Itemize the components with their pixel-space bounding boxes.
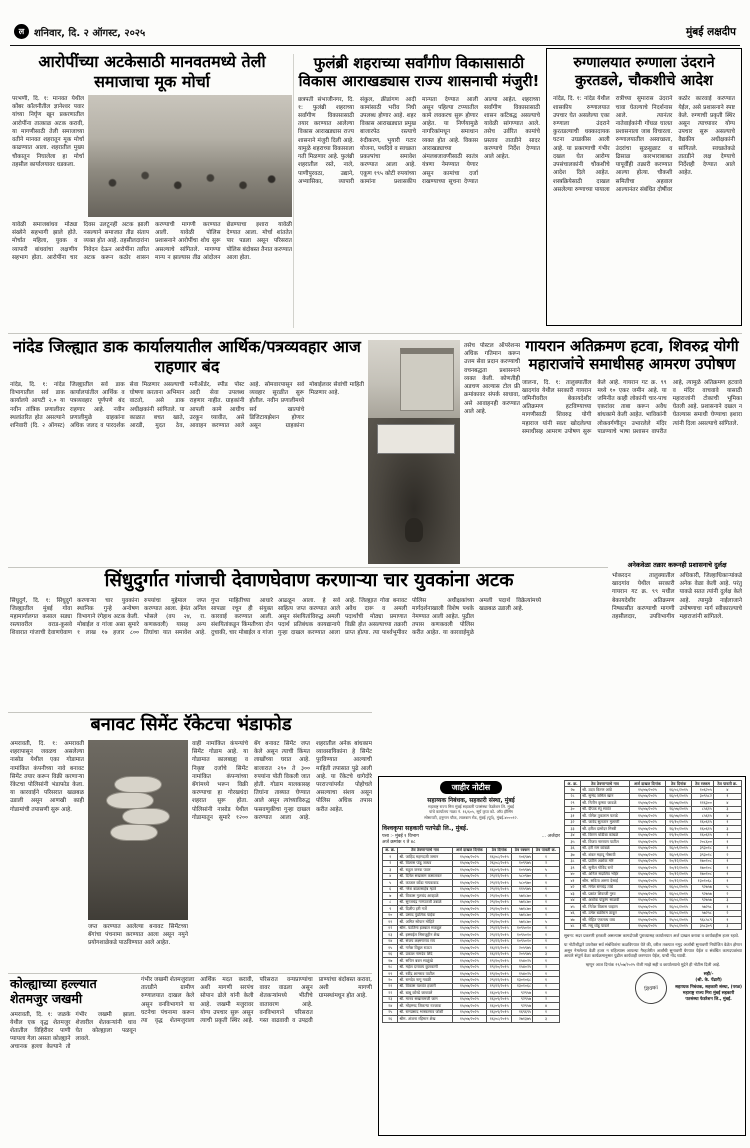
article-body: जालना, दि. १: तालुक्यातील खादगांव येथील सरकारी गायरान जमिनीवरील बेकायदेशीर अतिक्रमण हटविण्याच्या मागणीसाठी शिवरुद्र योगी महाराज यांनी स्वतः खोदलेल्या समाधीसह आमरण उपोषण सुरू केले आहे. गायरान गट क्र. ९९ मध्ये १० एकर जमीन आहे. या जमिनीत काही लोकांनी चार-पाच एकरांवर ताबा करून अवैध बांधकामे केली आहेत. भाविकांनी लोकवर्गणीतून उभारलेले मंदिर पाडण्याचे भाषा प्रशासन वापरीत आहे, त्यामुळे अतिक्रमण हटवावे व मंदिर वाचवावे यासाठी महाराजांनी टोकाची भूमिका घेतली आहे. प्रशासनाने दखल न घेतल्यास समाधी घेण्याचा इशारा त्यांनी दिला असल्याचे सांगितले.	[522, 379, 742, 435]
article-body: वाही नामांकित कंपन्यांचे सिमेंट गोडाम आहे. या गोडामात कालबाह्य व निकृष्ट दर्जाचे सिमेंट नामांकित कंपन्यांच्या बॅगांमध्ये भरून विक्री करण्याचा हा गोरखधंदा शहरात सुरू होता. पोलिसांनी नासोड येथील गोडामातून सुमारे १२०० बॅग बनावट सिमेंट जप्त केले असून त्याची किंमत लाखोंच्या घरात आहे. बाजारात २९० ते ३०० रुपयांना पोती विकली जात होती. गोडाम मालकासह तिघांना ताब्यात घेण्यात आले असून त्यांच्याविरुद्ध फसवणुकीचा गुन्हा दाखल करण्यात आला आहे. शहरातील अनेक बांधकाम व्यावसायिकांना हे सिमेंट पुरविण्यात आल्याची माहिती तपासात पुढे आली आहे. या रॅकेटचे धागेदोरे परराज्यांपर्यंत पोहोचले असल्याचा संशय असून पोलिस अधिक तपास करीत आहेत.	[192, 740, 372, 821]
table-row: ४७ श्री. रोहित एकनाथ वाघ १५/०७/२०२५ २५/०८/२०१५ ९६८५८९ १	[565, 917, 742, 923]
table-row: ६ श्री. नरेश बाळासाहेब म्हात्रे १५/०७/२०२५ २९/११/२०१५ ११५९७५ १	[383, 886, 560, 892]
table-row: ४० श्री. अनिल सदाशिव भोईर १५/०७/२०२५ २०/१२/२०१५ १७०१०८ १	[565, 871, 742, 877]
col-application-date: अर्ज दाखल दिनांक	[452, 847, 486, 853]
morcha-crowd-photo	[88, 95, 292, 217]
article-kolha	[10, 976, 372, 1142]
table-row: ३० श्री. दीपक रघू सावंत १५/०७/२०२५ २६/०७/२०१५ ८५६१५ ३	[565, 806, 742, 812]
table-row: ११ श्री. अमित सोपान मोहिते १५/०७/२०२५ २९/१०/२०१५ ५७१८७० ५	[383, 919, 560, 925]
signature-line: (श्री. के. पेंढारी)	[695, 978, 722, 984]
masthead-rule	[10, 45, 740, 46]
separator	[8, 973, 372, 974]
table-row: ३ श्री. राहुल जनक पवार १५/०७/२०२५ १६/०९/२०१५ १०५९७५ ५	[383, 867, 560, 873]
table-row: २८ श्री. सुभेद जमिल खान १५/०७/२०२५ १६/०९/२०१५ ३०९५८२ १	[565, 793, 742, 799]
table-row: २२ श्री. बाबू कोरडे जाधवले १५/०७/२०२५ १६/०९/२०१५ ९२९५७ १	[383, 990, 560, 996]
table-row: २४ श्री. मोहम्मद जिकऱ्या रज्जाक १५/०७/२०२५ १६/०९/२०१५ ९२९५७ ४	[383, 1003, 560, 1009]
signature-line: सही/-	[703, 972, 714, 978]
table-row: ४१ श्रीम. सविता अरुण देसाई १५/०७/२०२५ १०/१२/२०१५ १३०१०६८ १	[565, 878, 742, 884]
col-name: ठेव ठेवणाऱ्याचे नाव	[581, 781, 630, 787]
cement-bag	[110, 824, 158, 841]
article-body: नांदेड, दि. १: नांदेड विभागातील सर्व डाक कार्यालये आयटी २.० या नवीन तांत्रिक प्रणालीवर स्थलांतरित होत असल्याने शनिवारी (दि. २ ऑगस्ट) जिल्ह्यातील सर्व डाक कार्यालयांतील आर्थिक व पत्रव्यवहार पूर्णपणे बंद राहणार आहे. नवीन प्रणालीमुळे ग्राहकांना अधिक जलद व पारदर्शक सेवा मिळणार असल्याची घोषणा करताना अभिमान वाटतो, असे डाक अधीक्षकांनी सांगितले. या काळात बचत खाते, आरडी, मुदत ठेव, मनीऑर्डर, स्पीड पोस्ट आदी सेवा उपलब्ध राहणार नाहीत. ग्राहकांनी आपली कामे आधीच उरकून घ्यावीत, असे आवाहन करण्यात आले आहे. सोमवारपासून सर्व व्यवहार सुरळीत सुरू होतील. नवीन प्रणालीमध्ये सर्व खात्यांचे डिजिटायझेशन होणार असून ग्राहकांना मोबाईलवर सेवांची माहिती मिळणार आहे.	[10, 382, 364, 430]
article-phulambri	[298, 54, 540, 308]
table-row: २६ श्रीम. अंजना रहिमान शेख १५/०७/२०२५ १६/०८/२०१५ २७१३७५ ३	[383, 1016, 560, 1022]
article-headline: आरोपींच्या अटकेसाठी मानवतमध्ये तेली समाजाचा मूक मोर्चा	[38, 52, 266, 91]
article-body: गंभीर जखमी शेतमजुराला तातडीने ग्रामीण रुग्णालयात दाखल केले असून वनविभागाने या घटनेचा पंचनामा करून त्या वृद्ध शेतमजुराला आर्थिक मदत करावी, अशी मागणी सरपंच सोपान ढोले यांनी केली आहे. जखमी मजुरावर योग्य उपचार सुरू असून त्याची प्रकृती स्थिर आहे. परिसरात वन्यप्राण्यांचा वावर वाढला असून शेतकऱ्यांमध्ये भीतीचे वातावरण आहे. वनविभागाने परिसरात गस्त वाढवावी व उपद्रवी प्राण्यांचा बंदोबस्त करावा, अशी मागणी ग्रामस्थांमधून होत आहे.	[141, 977, 372, 1025]
notice-case-number: अर्ज क्रमांक १ ते ४८	[382, 839, 416, 845]
public-notice	[378, 776, 746, 1136]
table-row: १७ श्री. सचिन बबन साळुंखे १५/०७/२०२५ १९/१०/२०१५ १५४०२५ १	[383, 958, 560, 964]
seated-figure	[405, 518, 423, 542]
table-row: १५ श्री. गणेश विठ्ठल राऊत १५/०७/२०२५ १६/१२/२०१५ २०५९७५ १	[383, 945, 560, 951]
notice-case-right: ... अर्जदार	[541, 833, 560, 839]
table-row: ४४ श्री. अशोक पांडुरंग साळवी १५/०७/२०२५ १६/०८/२०१५ ९२७५७ ३	[565, 897, 742, 903]
table-row: ७ श्री. विकास गुलचंद आव्हाळे १५/०७/२०२५ २९/१०/२०१५ ५७१८७० १	[383, 893, 560, 899]
table-row: २७ श्री. उदय किरण आंग्रे १५/०७/२०२५ १६/०८/२०१५ १०६२०५ ४	[565, 787, 742, 793]
column-rule	[293, 54, 294, 328]
table-row: ८ श्री. सुरजचंद्र गणपतजी उबाळे १५/०७/२०२५ २९/१०/२०१५ ५७१८७० १	[383, 899, 560, 905]
article-subhead: अनेकवेळा तक्रार करूनही प्रशासनाचे दुर्लक्ष	[627, 561, 727, 569]
table-row: १० श्री. प्रसाद पुंडलिक पाईक १५/०७/२०२५ २९/१०/२०१५ ५७१८७० १	[383, 912, 560, 918]
notice-table-left	[382, 847, 560, 1023]
article-body: छत्रपती संभाजीनगर, दि. १: फुलंब्री शहराच्या सर्वांगीण विकासासाठी तयार करण्यात आलेल्या विकास आराखड्यास राज्य शासनाने मंजुरी दिली आहे. यामुळे शहराच्या विकासाला गती मिळणार आहे. फुलंब्री शहरातील रस्ते, नाले, पाणीपुरवठा, उद्याने, अभ्यासिका, व्यापारी संकुल, क्रीडांगण आदी कामांसाठी भरीव निधी उपलब्ध होणार आहे. शहर विकास आराखड्यात प्रमुख बाजारपेठ रस्त्याचे रुंदीकरण, भुयारी गटार योजना, पथदिवे व स्वच्छता प्रकल्पांचा समावेश करण्यात आला आहे. एकूण १९५ कोटी रुपयांच्या कामांना प्रशासकीय मान्यता देण्यात आली असून पहिल्या टप्प्यातील कामे लवकरच सुरू होणार आहेत. या निर्णयामुळे नागरिकांमधून समाधान व्यक्त होत आहे. विकास आराखड्याच्या अंमलबजावणीसाठी स्वतंत्र यंत्रणा नेमण्यात येणार असून कामांचा दर्जा राखण्याच्या सूचना देण्यात आल्या आहेत. शहराच्या सर्वांगीण विकासासाठी शासन कटिबद्ध असल्याचे यावेळी सांगण्यात आले. तसेच उर्वरित कामांचे प्रस्ताव तातडीने सादर करण्याचे निर्देश देण्यात आले आहेत.	[298, 96, 540, 185]
article-body: यावेळी समाजबांधव मोठ्या संख्येने सहभागी झाले होते. मोर्चात महिला, युवक व व्यापारी बांधवांचा लक्षणीय सहभाग होता. आरोपींना चार दिवस उलटूनही अटक झाली नसल्याने समाजात तीव्र संताप व्यक्त होत आहे. तहसीलदारांना निवेदन देऊन आरोपींना त्वरित अटक करून कठोर शासन करण्याची मागणी करण्यात आली. यावेळी पोलिस प्रशासनाने आरोपींचा शोध सुरू असल्याचे सांगितले. मागण्या मान्य न झाल्यास तीव्र आंदोलन छेडण्याचा इशारा यावेळी देण्यात आला. मोर्चा शांततेत पार पडला असून परिसरात पोलिस बंदोबस्त तैनात करण्यात आला होता.	[12, 222, 292, 261]
cement-bag	[122, 808, 170, 825]
notice-note-2: या नोटीशीद्वारे उपरोक्त सर्व संबंधितांना कळविण्यात येते की, वरील तक्त्यात नमूद अर्जांची सुनावणी नियोजित वेळेत होणार असून नेमलेल्या वेळी हजर न राहिल्यास आपल्या गैरहजेरीत अर्जांची सुनावणी घेण्यात येईल व संबंधित कागदपत्रांच्या आधारे संपूर्ण वेळा कार्यक्रमानुसार पुढील कार्यवाही करण्यात येईल, याची नोंद घ्यावी.	[564, 941, 742, 959]
signature-line: सहाय्यक निबंधक, सहकारी संस्था, (परळ)	[675, 984, 742, 990]
table-row: ४८ श्री. मधू धोंडू पावले १५/०७/२०२५ २५/०८/२०१५ ३५८३०९ ३	[565, 923, 742, 929]
table-row: १८ श्री. महेश दत्तात्रय कुलकर्णी १५/०७/२०२५ १९/१०/२०१५ १५४०२५ २	[383, 964, 560, 970]
notice-society: विश्वकृपा सहकारी पतपेढी लि., मुंबई.	[382, 824, 469, 832]
article-headline: सिंधुदुर्गात गांजाची देवाणघेवाण करणाऱ्या चार युवकांना अटक	[104, 570, 514, 591]
table-row: १ श्री. जाहिद महमदजी जमान १५/०७/२०२५ १६/०८/२०१५ १०६९७५ १	[383, 854, 560, 860]
table-row: ४ श्री. दिनेश सखाराम कसालकर १५/०७/२०२५ २९/१२/२०१५ ५८०९७० १	[383, 873, 560, 879]
table-row: ३८ श्री. प्रवीण अशोक मोरे १५/०७/२०२५ २०/१२/२०१५ १७०१०८ १	[565, 858, 742, 864]
table-row: १९ श्री. रवींद्र शामराव पाटील १५/०७/२०२५ १९/१०/२०१५ १५४०२५ १	[383, 971, 560, 977]
pit-photo-part	[368, 418, 460, 564]
col-amount: ठेव रक्कम	[692, 781, 714, 787]
table-row: २० श्री. रामदेव नागू गवळी १५/०७/२०२५ २९/१२/२०१५ १३०१०६८ १	[383, 977, 560, 983]
notice-table-right	[564, 780, 742, 930]
table-row: ३९ श्री. सुनील गोविंद राणे १५/०७/२०२५ २०/१२/२०१५ १७०१०८ १	[565, 865, 742, 871]
table-row: १४ श्री. संजय लक्ष्मणराव राय १५/०७/२०२५ २९/१२/२०१५ १०९५०१० १	[383, 938, 560, 944]
table-row: ३६ श्री. हरी राम कांबळे १५/०७/२०२५ २६/०९/२०१५ ३९३०१८ १	[565, 845, 742, 851]
article-headline: कोल्ह्याच्या हल्ल्यात शेतमजुर जखमी	[10, 976, 97, 1007]
table-row: ३३ श्री. हरीश दामोदर मिस्त्री १५/०७/२०२५ २६/१०/२०१५ १६०६१५ ३	[565, 826, 742, 832]
article-cement	[10, 714, 372, 970]
table-row: १६ श्री. प्रकाश नामदेव शिंदे १५/०७/२०२५ १६/१२/२०१५ २०५९७५ ३	[383, 951, 560, 957]
masthead	[14, 24, 736, 39]
signature-line: महाराष्ट्र राज्य मिरा मुंबई सहकारी	[682, 990, 735, 996]
col-serial: अ. क्र.	[383, 847, 398, 853]
col-amount: ठेव रक्कम	[512, 847, 533, 853]
article-postal-continued: तसेच पोस्टल ऑपरेशन्स अधिक गतिमान करून उत्तम सेवा प्रदान करण्याची वचनबद्धता प्रशासनाने व्यक्त केली. कोणतीही अडचण आल्यास टोल फ्री क्रमांकावर संपर्क साधावा, असे आवाहनही करण्यात आले आहे.	[464, 343, 520, 415]
notice-date-line: म्हणून आज दिनांक २९/०७/२०२५ रोजी माझे सही व कार्यालयाचे मुद्रेने ही नोटीस दिली आहे.	[585, 962, 721, 968]
article-headline: बनावट सिमेंट रॅकेटचा भंडाफोड	[90, 714, 292, 735]
table-row: २५ श्री. रामप्रसाद भास्करराव जोशी १५/०७/२०२५ १६/०९/२०१५ १६९६९५ १	[383, 1009, 560, 1015]
table-row: ४२ श्री. मंगेश रामचंद्र तांबे १५/०७/२०२५ १६/०८/२०१५ ९२७५७ ५	[565, 884, 742, 890]
newspaper-logo-icon: ल	[14, 24, 29, 39]
notice-address-line: महाराष्ट्र राज्य मिरा मुंबई सहकारी पतसंस्था फेडरेशन लि. मुंबई	[428, 804, 514, 809]
article-body: नांदेड, दि. १: नांदेड येथील शासकीय रुग्णालयात उपचार घेत असलेल्या एका रुग्णाला उंदराने कुरतडल्याची धक्कादायक घटना उघडकीस आली आहे. या प्रकरणाची गंभीर दखल घेत आरोग्य उपसंचालकांनी चौकशीचे आदेश दिले आहेत. शस्त्रक्रियेसाठी दाखल असलेल्या रुग्णाच्या पायाला रात्रीच्या सुमारास उंदराने चावा घेतल्याचे निदर्शनास आले. त्यानंतर नातेवाईकांनी गोंधळ घालत प्रशासनाला जाब विचारला. रुग्णालयातील अस्वच्छता, उंदरांचा सुळसुळाट व ढिसाळ कारभाराबाबत यापूर्वीही तक्रारी करण्यात आल्या होत्या. चौकशी समितीचा अहवाल आल्यानंतर संबंधित दोषींवर कठोर कारवाई करण्यात येईल, असे प्रशासनाने स्पष्ट केले. रुग्णाची प्रकृती स्थिर असून त्याच्यावर योग्य उपचार सुरू असल्याचे वैद्यकीय अधीक्षकांनी सांगितले. स्वच्छतेकडे तातडीने लक्ष देण्याचे निर्देशही देण्यात आले आहेत.	[553, 96, 735, 193]
col-name: ठेव ठेवणाऱ्याचे नाव	[398, 847, 452, 853]
cement-bag	[106, 792, 154, 809]
stamp-circle: शिक्का	[633, 970, 669, 1006]
article-headline: नांदेड जिल्ह्यात डाक कार्यालयातील आर्थिक/पत्रव्यवहार आज राहणार बंद	[13, 337, 361, 376]
table-row: ४५ श्री. नितेश विलास चव्हाण १५/०७/२०२५ २६/०८/२०१५ ५७२५८ १	[565, 904, 742, 910]
table-row: ९ श्री. दिलीप हरी गर्जे १५/०७/२०२५ २९/१०/२०१५ ५७१८७० १	[383, 906, 560, 912]
signature-lines	[675, 972, 742, 1003]
article-body: अमरावती, दि. १: अमरावती शहरापासून जवळच असलेल्या नासोड येथील एका गोडामात नामांकित कंपनीच्या नावे बनावट सिमेंट तयार करून विक्री करणाऱ्या रॅकेटचा पोलिसांनी भंडाफोड केला. या कारवाईने परिसरात खळबळ उडाली असून आणखी काही गोडामांची तपासणी सुरू आहे.	[10, 740, 84, 813]
photo-caption: जप्त करण्यात आलेल्या बनावट सिमेंटच्या बॅगांचा पंचनामा करण्यात आला असून नमुने प्रयोगशाळेकडे पाठविण्यात आले आहेत.	[88, 923, 188, 947]
article-morcha	[12, 52, 292, 317]
notice-note-1: सूचना: सदर प्रकरणी हरकती असल्यास कागदोपत्री पुराव्यासह कार्यालयात अर्ज दाखल करावा व कार्यवाहीस हजर रहावे.	[564, 933, 740, 939]
notice-left-column	[382, 780, 560, 1132]
table-row: २९ श्री. नितीन कृष्णा जावळे १५/०७/२०२५ १६/०७/२०१५ ११६३०० ४	[565, 800, 742, 806]
separator	[8, 712, 372, 713]
table-row: २ श्री. विलास पांडू जाधव १५/०७/२०२५ २६/०८/२०१५ १०९९७५ २	[383, 860, 560, 866]
article-hospital	[546, 48, 742, 326]
table-row: ३७ श्री. शंकर महादू गोसावी १५/०७/२०२५ २६/०९/२०१५ ३९३०१८ २	[565, 852, 742, 858]
table-row: ३१ श्री. योगेश तुकाराम फराडे १५/०७/२०२५ १६/०७/२०१५ ८५६१५ ४	[565, 813, 742, 819]
table-row: २३ श्री. मानव सखारामजी जाम १५/०७/२०२५ १६/०९/२०१५ ९२९५७ २	[383, 996, 560, 1002]
table-row: ३२ श्री. जावेद सुलतान मुलाणी १५/०७/२०२५ १९/१०/२०१५ १६०६१५ १	[565, 819, 742, 825]
masthead-date	[14, 24, 145, 39]
table-row: ४३ श्री. प्रशांत शिवाजी गुरव १५/०७/२०२५ १६/०८/२०१५ ९२७५७ २	[565, 891, 742, 897]
temple-building	[400, 348, 454, 411]
col-deposit-date: ठेव दिनांक	[487, 847, 512, 853]
col-deposit-date: ठेव दिनांक	[665, 781, 691, 787]
notice-address	[382, 804, 560, 820]
article-headline: रुग्णालयात रुग्णाला उंदराने कुरतडले, चौकशीचे आदेश	[573, 55, 715, 89]
article-gairan	[522, 337, 742, 535]
article-headline: फुलंब्री शहराच्या सर्वांगीण विकासासाठी विकास आराखड्यास राज्य शासनाची मंजुरी!	[298, 54, 540, 91]
article-ganja	[10, 570, 608, 709]
col-serial: अ. क्र.	[565, 781, 581, 787]
cement-bag	[114, 776, 162, 793]
notice-signature-block	[564, 972, 742, 1004]
col-receipt: ठेव पावती क्र.	[713, 781, 741, 787]
table-row: ४६ श्री. उमेश बळीराम ठाकूर १५/०७/२०२५ २६/०८/२०१५ ५७२५८ २	[565, 910, 742, 916]
separator	[8, 333, 742, 334]
table-row: ३४ श्री. किरण धोंडीबा कांबळे १५/०७/२०२५ १९/१०/२०१५ १६०६१५ १	[565, 832, 742, 838]
notice-address-line: यांचे कार्यालय गाळा नं. १६/६०५, सूर्य कृपा को- ऑप हौसिंग	[429, 809, 513, 815]
article-body: परभणी, दि. १: मानवत येथील कोंबर कॉलनीतील ज्ञानेश्वर पवार यांच्या निर्घृण खून प्रकरणातील आरोपींना तात्काळ अटक करावी, या मागणीसाठी तेली समाजाच्या वतीने मानवत शहरातून मूक मोर्चा काढण्यात आला. शहरातील मुख्य चौकातून निघालेला हा मोर्चा तहसील कार्यालयावर धडकला.	[12, 96, 84, 168]
table-row: १३ श्री. इस्माईल सिराजुद्दीन शेख १५/०७/२०२५ २९/१२/२०१५ १०९५०१० १	[383, 932, 560, 938]
notice-title: जाहीर नोटीस	[440, 781, 502, 794]
cement-bags-photo	[88, 740, 188, 920]
protest-banner	[377, 424, 455, 454]
date-line: शनिवार, दि. २ ऑगस्ट, २०२५	[34, 27, 146, 39]
article-gairan-continued	[612, 558, 742, 746]
samadhi-pit-photo	[368, 340, 460, 564]
table-row: ३५ श्री. विजय नारायण पाटील १५/०७/२०२५ १९/१०/२०१५ २०८६०० १	[565, 839, 742, 845]
notice-case-left: पत्ता :- मुंबई १ विभाग	[382, 833, 419, 839]
edition-name: मुंबई लक्षदीप	[686, 25, 736, 38]
notice-address-line: सोसायटी, हनुमान चौक, लालबाग रोड, मुंबई (पूर्व), मुंबई-४०००१२.	[424, 814, 518, 820]
table-row: २१ श्री. विकास यशवंत हजारी १५/०७/२०२५ १९/१२/२०१५ १३०१०६८ १	[383, 983, 560, 989]
table-row: ५ श्री. काजल कोंडा गायकवाड १५/०७/२०२५ २९/१२/२०१५ ५८०९७० १	[383, 880, 560, 886]
article-body: अमरावती, दि. १: जळके येथील एक वृद्ध शेतमजुर शेतातील विहिरीवर पाणी प्यायला गेला असता कोल्ह्याने अचानक हल्ला केल्याने तो गंभीर जखमी झाला. शेजारील शेतकऱ्यांनी धाव घेत कोल्ह्याला पळवून लावले.	[10, 1011, 136, 1051]
col-application-date: अर्ज दाखल दिनांक	[629, 781, 665, 787]
article-postal	[10, 337, 364, 557]
article-body: भोकरदन तालुक्यातील खादगांव येथील सरकारी गायरान गट क्र. ९९ मधील बेकायदेशीर अतिक्रमण निष्कासीत करण्याची मागणी तहसीलदार, उपविभागीय अधिकारी, जिल्हाधिकाऱ्यांकडे अनेक वेळा केली आहे. परंतु याकडे सतत त्यांनी दुर्लक्ष केले आहे. त्यामुळे नाईलाजाने उपोषणाचा मार्ग स्वीकारल्याचे महाराजांनी सांगितले.	[612, 573, 742, 621]
notice-authority: सहाय्यक निबंधक, सहकारी संस्था, मुंबई	[427, 797, 515, 804]
article-headline: गायरान अतिक्रमण हटवा, शिवरुद्र योगी महाराजांचे समाधीसह आमरण उपोषण	[525, 337, 739, 374]
separator	[8, 567, 608, 568]
signature-line: पतसंस्था फेडरेशन लि., मुंबई.	[685, 997, 732, 1003]
article-body: सिंधुदुर्ग, दि. १: सिंधुदुर्ग जिल्ह्यातील मुंबई गोवा महामार्गालगत कसाल सड्या रस्त्यावरील वराड-कुसवे शिवारात गांजाची देवाणघेवाण करणाऱ्या चार युवकांना स्थानिक गुन्हे अन्वेषण विभागाने रंगेहाथ अटक केली. मोबाईल व गांजा असा सुमारे १ लाख १७ हजार ८०० रुपयांचा मुद्देमाल जप्त करण्यात आला. हेमंत अनिल भोसले (वय २४, रा. कणकवली) यासह अन्य तिघांचा यात समावेश आहे. गुप्त माहितीच्या आधारे सापळा रचून ही संयुक्त कारवाई करण्यात आली. संशयितांकडून किंमतीच्या दोन दुचाकी, चार मोबाईल व गांजा आढळून आला. हे सर्व साहित्य जप्त करण्यात आले असून संशयितांविरुद्ध अमली पदार्थ प्रतिबंधक कायद्यान्वये गुन्हा दाखल करण्यात आला आहे. जिल्ह्यात गोवा बनावट अवैध दारू व अमली पदार्थांची मोठ्या प्रमाणात विक्री होत असल्याच्या तक्रारी प्राप्त होत्या. त्या पार्श्वभूमीवर पोलिस अधीक्षकांच्या मार्गदर्शनाखाली विशेष पथके नेमण्यात आली आहेत. पुढील तपास कणकवली पोलिस करीत आहेत. या कारवाईमुळे अमली पदार्थ विक्रेत्यांमध्ये खळबळ उडाली आहे.	[10, 597, 541, 637]
temple-photo-part	[368, 340, 460, 418]
notice-right-column	[564, 780, 742, 1132]
col-receipt: ठेव पावती क्र.	[533, 847, 560, 853]
table-row: १२ श्रीम. फातिमा इक्बाल मकबूल १५/०७/२०२५ २९/१२/२०१५ १०९५०१० १	[383, 925, 560, 931]
